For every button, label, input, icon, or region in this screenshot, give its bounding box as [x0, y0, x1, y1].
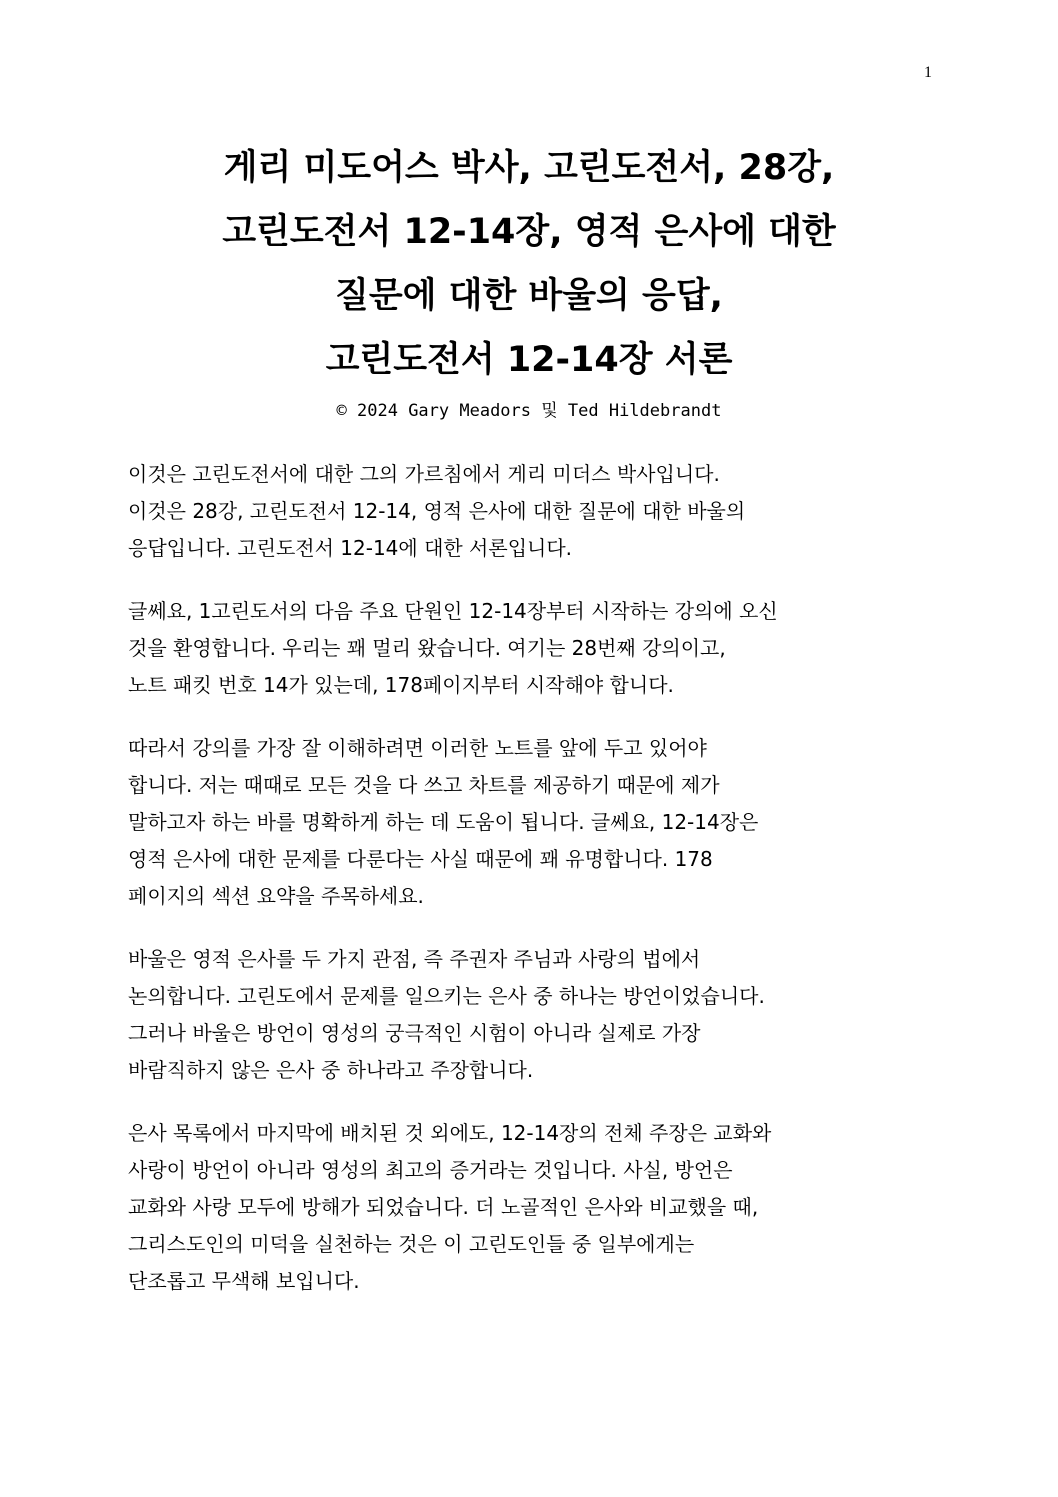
text-line: 단조롭고 무색해 보입니다.	[128, 1269, 360, 1293]
text-line: 영적 은사에 대한 문제를 다룬다는 사실 때문에 꽤 유명합니다. 178	[128, 847, 713, 871]
paragraph	[128, 593, 930, 704]
text-line: 교화와 사랑 모두에 방해가 되었습니다. 더 노골적인 은사와 비교했을 때,	[128, 1195, 759, 1219]
text-line: 논의합니다. 고린도에서 문제를 일으키는 은사 중 하나는 방언이었습니다.	[128, 984, 765, 1008]
text-line: 그러나 바울은 방언이 영성의 궁극적인 시험이 아니라 실제로 가장	[128, 1021, 701, 1045]
text-line: 노트 패킷 번호 14가 있는데, 178페이지부터 시작해야 합니다.	[128, 673, 674, 697]
text-line: 은사 목록에서 마지막에 배치된 것 외에도, 12-14장의 전체 주장은 교화와	[128, 1121, 772, 1145]
text-line: 페이지의 섹션 요약을 주목하세요.	[128, 884, 424, 908]
text-line: 말하고자 하는 바를 명확하게 하는 데 도움이 됩니다. 글쎄요, 12-14장은	[128, 810, 759, 834]
text-line: 이것은 28강, 고린도전서 12-14, 영적 은사에 대한 질문에 대한 바울의	[128, 499, 746, 523]
text-line: 응답입니다. 고린도전서 12-14에 대한 서론입니다.	[128, 536, 573, 560]
text-line: 합니다. 저는 때때로 모든 것을 다 쓰고 차트를 제공하기 때문에 제가	[128, 773, 720, 797]
title-line: 게리 미도어스 박사, 고린도전서, 28강,	[223, 148, 835, 188]
paragraph	[128, 730, 930, 915]
document-title	[128, 0, 930, 392]
text-line: 바람직하지 않은 은사 중 하나라고 주장합니다.	[128, 1058, 534, 1082]
title-line: 고린도전서 12-14장 서론	[325, 340, 733, 380]
text-line: 따라서 강의를 가장 잘 이해하려면 이러한 노트를 앞에 두고 있어야	[128, 736, 707, 760]
paragraph	[128, 941, 930, 1089]
text-line: 그리스도인의 미덕을 실천하는 것은 이 고린도인들 중 일부에게는	[128, 1232, 695, 1256]
text-line: 바울은 영적 은사를 두 가지 관점, 즉 주권자 주님과 사랑의 법에서	[128, 947, 701, 971]
text-line: 것을 환영합니다. 우리는 꽤 멀리 왔습니다. 여기는 28번째 강의이고,	[128, 636, 726, 660]
text-line: 글쎄요, 1고린도서의 다음 주요 단원인 12-14장부터 시작하는 강의에 오신	[128, 599, 778, 623]
text-line: 이것은 고린도전서에 대한 그의 가르침에서 게리 미더스 박사입니다.	[128, 462, 720, 486]
text-line: 사랑이 방언이 아니라 영성의 최고의 증거라는 것입니다. 사실, 방언은	[128, 1158, 733, 1182]
copyright-notice: © 2024 Gary Meadors 및 Ted Hildebrandt	[336, 401, 722, 421]
paragraph	[128, 1115, 930, 1300]
paragraph	[128, 456, 930, 567]
title-line: 고린도전서 12-14장, 영적 은사에 대한	[222, 212, 836, 252]
body-text	[128, 456, 930, 1300]
title-line: 질문에 대한 바울의 응답,	[335, 276, 723, 316]
page-number: 1	[924, 64, 932, 81]
